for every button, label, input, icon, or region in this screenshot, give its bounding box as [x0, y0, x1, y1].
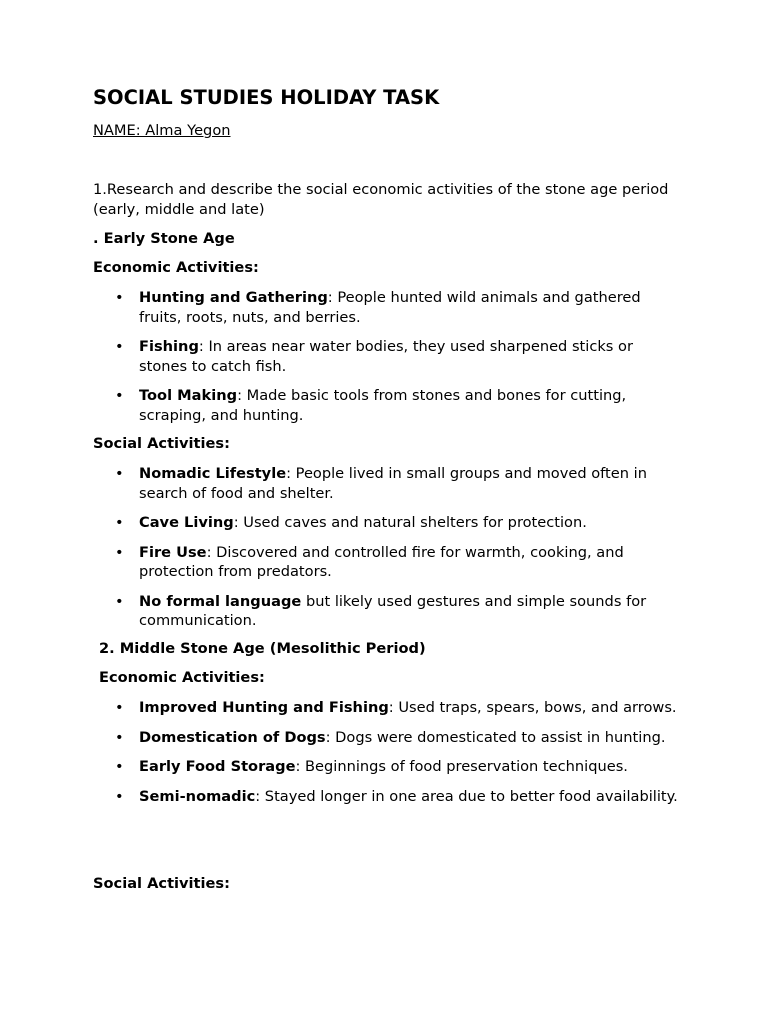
item-term: Improved Hunting and Fishing — [139, 699, 389, 716]
item-term: Semi-nomadic — [139, 787, 256, 805]
early-social-list — [93, 464, 683, 641]
item-text: : People lived in small groups and moved often in search of food and shelter. — [139, 465, 647, 502]
list-item — [93, 698, 683, 718]
list-item — [93, 592, 683, 631]
list-item — [93, 787, 683, 807]
list-item — [93, 386, 683, 425]
list-item — [93, 757, 683, 777]
item-term: Nomadic Lifestyle — [139, 465, 287, 482]
item-text: : Used traps, spears, bows, and arrows. — [388, 699, 677, 716]
item-term: Fire Use — [139, 543, 207, 561]
item-term: Tool Making — [139, 387, 238, 404]
early-economic-list — [93, 288, 683, 435]
item-term: Hunting and Gathering — [139, 289, 328, 306]
early-economic-heading: Economic Activities: — [93, 259, 259, 276]
question-text: 1.Research and describe the social economic activities of the stone age period (early, middle and late) — [93, 181, 669, 218]
early-stone-age-heading: . Early Stone Age — [93, 230, 235, 247]
bullet-icon: • — [115, 543, 124, 561]
item-text: : In areas near water bodies, they used sharpened sticks or stones to catch fish. — [139, 338, 633, 375]
list-item — [93, 337, 683, 376]
bullet-icon: • — [115, 465, 124, 482]
list-item — [93, 728, 683, 748]
bullet-icon: • — [115, 699, 124, 716]
middle-social-heading: Social Activities: — [93, 875, 230, 892]
middle-economic-heading: Economic Activities: — [99, 669, 265, 686]
item-text: : Discovered and controlled fire for warmth, cooking, and protection from predators. — [139, 543, 624, 580]
bullet-icon: • — [115, 338, 124, 355]
item-term: Domestication of Dogs — [139, 728, 326, 746]
item-term: Cave Living — [139, 514, 234, 531]
list-item — [93, 513, 683, 533]
list-item — [93, 543, 683, 582]
middle-stone-age-heading: 2. Middle Stone Age (Mesolithic Period) — [99, 640, 426, 657]
middle-economic-list — [93, 698, 683, 816]
list-item — [93, 288, 683, 327]
item-term: No formal language — [139, 592, 302, 610]
bullet-icon: • — [115, 787, 124, 805]
student-name: NAME: Alma Yegon — [93, 122, 231, 139]
item-text: : Used caves and natural shelters for protection. — [233, 514, 587, 531]
list-item — [93, 464, 683, 503]
bullet-icon: • — [115, 387, 124, 404]
early-social-heading: Social Activities: — [93, 435, 230, 452]
item-text: : Made basic tools from stones and bones for cutting, scraping, and hunting. — [139, 387, 627, 424]
bullet-icon: • — [115, 514, 124, 531]
item-text: but likely used gestures and simple sounds for communication. — [139, 592, 647, 629]
bullet-icon: • — [115, 758, 124, 775]
bullet-icon: • — [115, 592, 124, 610]
item-text: : Beginnings of food preservation techniques. — [295, 758, 628, 775]
item-text: : Stayed longer in one area due to better food availability. — [255, 787, 678, 805]
item-text: : People hunted wild animals and gathered fruits, roots, nuts, and berries. — [139, 289, 641, 326]
bullet-icon: • — [115, 289, 124, 306]
item-text: : Dogs were domesticated to assist in hunting. — [325, 728, 666, 746]
bullet-icon: • — [115, 728, 124, 746]
item-term: Fishing — [139, 338, 199, 355]
document-title: SOCIAL STUDIES HOLIDAY TASK — [93, 86, 440, 109]
item-term: Early Food Storage — [139, 758, 296, 775]
